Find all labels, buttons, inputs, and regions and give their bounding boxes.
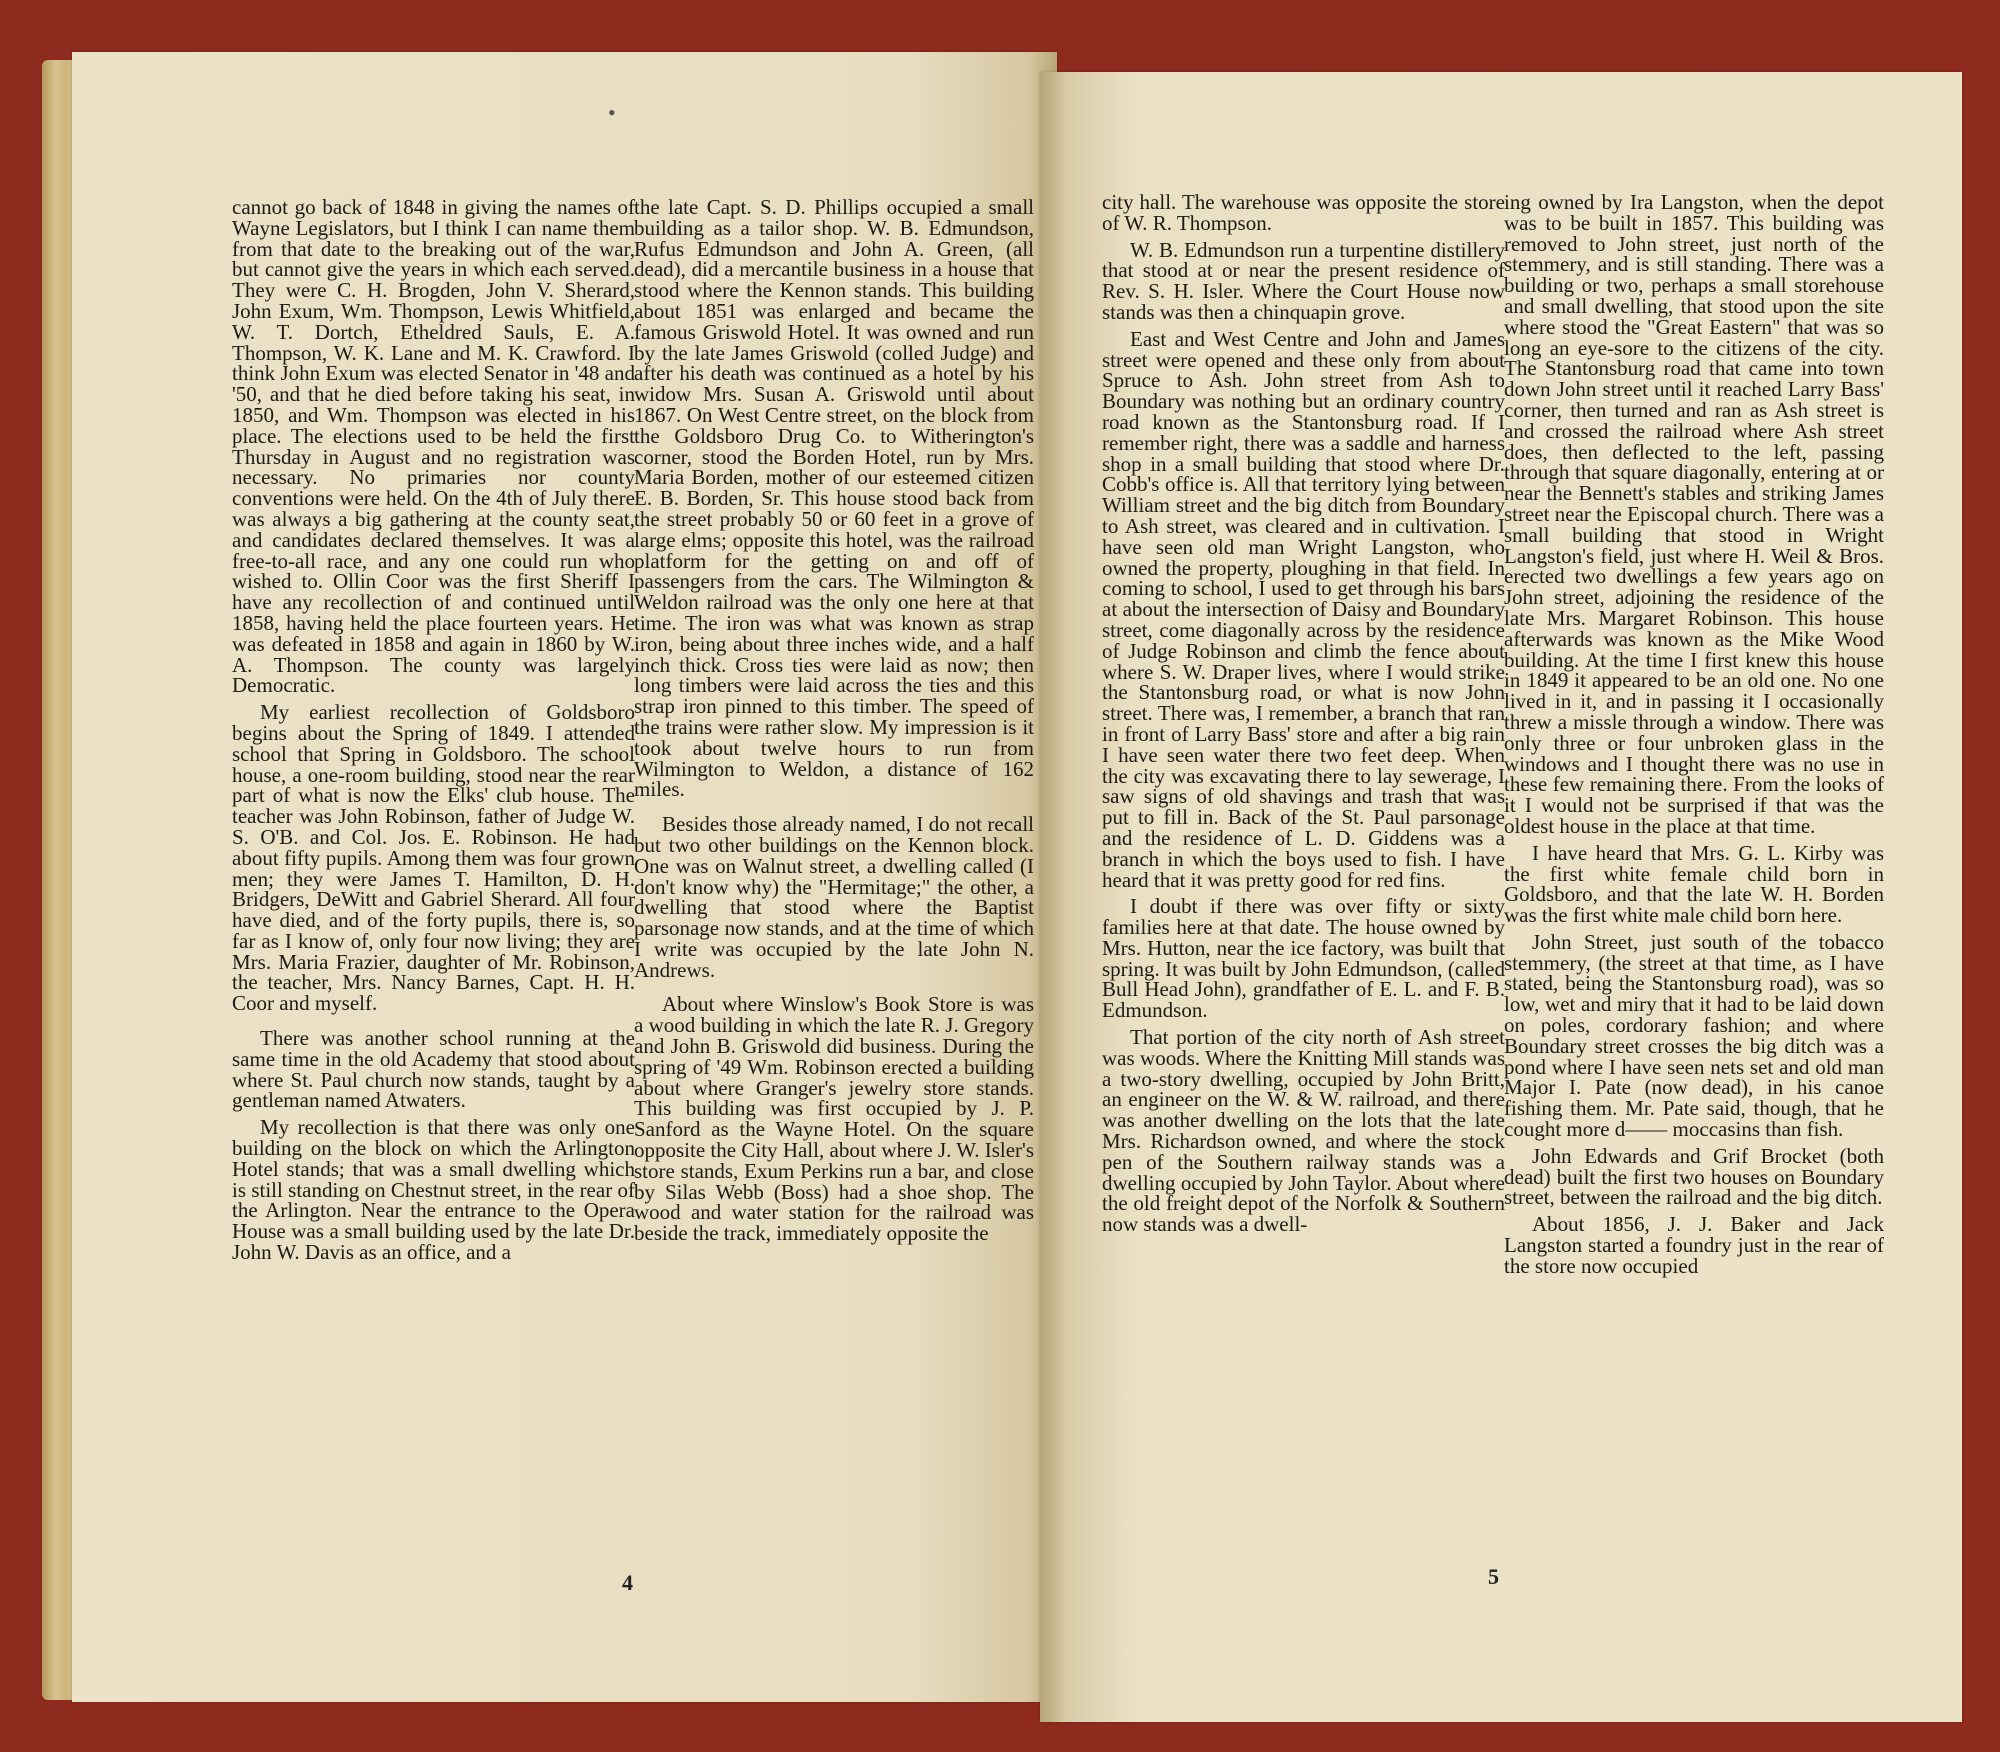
paragraph: About 1856, J. J. Baker and Jack Langston started a foundry just in the rear of the store now occupied bbox=[1504, 1212, 1884, 1278]
paragraph: Besides those already named, I do not recall but two other buildings on the Kennon block. One was on Walnut street, a dwelling called (I don't know why) the "Hermitage;" the other, a dwelling that stood where the Baptist parsonage now stands, and at the time of which I write was occupied by the late John N. Andrews. bbox=[634, 812, 1034, 982]
page-number: 5 bbox=[1488, 1564, 1499, 1589]
paragraph: John Edwards and Grif Brocket (both dead) built the first two houses on Boundary street, between the railroad and the big ditch. bbox=[1504, 1143, 1884, 1210]
paragraph: There was another school running at the same time in the old Academy that stood about where St. Paul church now stands, taught by a gentleman named Atwaters. bbox=[232, 1026, 635, 1113]
left-page bbox=[72, 52, 1057, 1702]
paragraph: That portion of the city north of Ash street was woods. Where the Knitting Mill stands was a two-story dwelling, occupied by John Britt, an engineer on the W. & W. railroad, and there was another dwelling on the lots that the late Mrs. Richardson owned, and where the stock pen of the Southern railway stands was a dwelling occupied by John Taylor. About where the old freight depot of the Norfolk & Southern now stands was a dwell- bbox=[1102, 1025, 1505, 1237]
open-book bbox=[42, 52, 1962, 1722]
right-page bbox=[1040, 72, 1962, 1722]
paragraph: I have heard that Mrs. G. L. Kirby was the first white female child born in Goldsboro, and that the late W. H. Borden was the first white male child born here. bbox=[1504, 840, 1884, 928]
page-number: 4 bbox=[622, 1570, 633, 1595]
paragraph: W. B. Edmundson run a turpentine distillery that stood at or near the present residence of Rev. S. H. Isler. Where the Court House now stands was then a chinquapin grove. bbox=[1102, 237, 1505, 324]
paragraph: John Street, just south of the tobacco stemmery, (the street at that time, as I have stated, being the Stantonsburg road), was so low, wet and miry that it had to be laid down on poles, cordorary fashion; and where Boundary street crosses the big ditch was a pond where I have seen nets set and old man Major I. Pate (now dead), in his canoe fishing them. Mr. Pate said, though, that he cought more d—— moccasins than fish. bbox=[1504, 929, 1884, 1142]
page-mark: • bbox=[608, 100, 616, 125]
paragraph: the late Capt. S. D. Phillips occupied a small building as a tailor shop. W. B. Edmundson, Rufus Edmundson and John A. Green, (all dead), did a mercantile business in a house that stood where the Kennon stands. This building about 1851 was enlarged and became the famous Griswold Hotel. It was owned and run by the late James Griswold (colled Judge) and after his death was continued as a hotel by his widow Mrs. Susan A. Griswold until about 1867. On West Centre street, on the block from the Goldsboro Drug Co. to Witherington's corner, stood the Borden Hotel, run by Mrs. Maria Borden, mother of our esteemed citizen E. B. Borden, Sr. This house stood back from the street probably 50 or 60 feet in a grove of large elms; opposite this hotel, was the railroad platform for the getting on and off of passengers from the cars. The Wilmington & Weldon railroad was the only one here at that time. The iron was what was known as strap iron, being about three inches wide, and a half inch thick. Cross ties were laid as now; then long timbers were laid across the ties and this strap iron pinned to this timber. The speed of the trains were rather slow. My impression is it took about twelve hours to run from Wilmington to Weldon, a distance of 162 miles. bbox=[634, 197, 1034, 802]
paragraph: city hall. The warehouse was opposite the store of W. R. Thompson. bbox=[1102, 192, 1505, 235]
left-column-2 bbox=[634, 197, 1034, 1617]
left-column-1 bbox=[232, 197, 635, 1617]
paragraph: East and West Centre and John and James street were opened and these only from about Spruce to Ash. John street from Ash to Boundary was nothing but an ordinary country road known as the Stantonsburg road. If I remember right, there was a saddle and harness shop in a small building that stood where Dr. Cobb's office is. All that territory lying between William street and the big ditch from Boundary to Ash street, was cleared and in cultivation. I have seen old man Wright Langston, who owned the property, ploughing in that field. In coming to school, I used to get through his bars at about the intersection of Daisy and Boundary street, come diagonally across by the residence of Judge Robinson and climb the fence about where S. W. Draper lives, where I would strike the Stantonsburg road, or what is now John street. There was, I remember, a branch that ran in front of Larry Bass' store and after a big rain I have seen water there two feet deep. When the city was excavating there to lay sewerage, I saw signs of old shavings and trash that was put to fill in. Back of the St. Paul parsonage and the residence of L. D. Giddens was a branch in which the boys used to fish. I have heard that it was pretty good for red fins. bbox=[1102, 326, 1505, 892]
right-column-1 bbox=[1102, 192, 1505, 1622]
paragraph: My recollection is that there was only one building on the block on which the Arlington Hotel stands; that was a small dwelling which is still standing on Chestnut street, in the rear of the Arlington. Near the entrance to the Opera House was a small building used by the late Dr. John W. Davis as an office, and a bbox=[232, 1115, 635, 1265]
right-column-2 bbox=[1504, 192, 1884, 1622]
paragraph: About where Winslow's Book Store is was a wood building in which the late R. J. Gregory and John B. Griswold did business. During the spring of '49 Wm. Robinson erected a building about where Granger's jewelry store stands. This building was first occupied by J. P. Sanford as the Wayne Hotel. On the square opposite the City Hall, about where J. W. Isler's store stands, Exum Perkins run a bar, and close by Silas Webb (Boss) had a shoe shop. The wood and water station for the railroad was beside the track, immediately opposite the bbox=[634, 992, 1034, 1246]
paragraph: cannot go back of 1848 in giving the names of Wayne Legislators, but I think I can name them from that date to the breaking out of the war, but cannot give the years in which each served. They were C. H. Brogden, John V. Sherard, John Exum, Wm. Thompson, Lewis Whitfield, W. T. Dortch, Etheldred Sauls, E. A. Thompson, W. K. Lane and M. K. Crawford. I think John Exum was elected Senator in '48 and '50, and that he died before taking his seat, in 1850, and Wm. Thompson was elected in his place. The elections used to be held the first Thursday in August and no registration was necessary. No primaries nor county conventions were held. On the 4th of July there was always a big gathering at the county seat, and candidates declared themselves. It was a free-to-all race, and any one could run who wished to. Ollin Coor was the first Sheriff I have any recollection of and continued until 1858, having held the place fourteen years. He was defeated in 1858 and again in 1860 by W. A. Thompson. The county was largely Democratic. bbox=[232, 197, 635, 698]
paragraph: My earliest recollection of Goldsboro begins about the Spring of 1849. I attended school that Spring in Goldsboro. The school house, a one-room building, stood near the rear part of what is now the Elks' club house. The teacher was John Robinson, father of Judge W. S. O'B. and Col. Jos. E. Robinson. He had about fifty pupils. Among them was four grown men; they were James T. Hamilton, D. H. Bridgers, DeWitt and Gabriel Sherard. All four have died, and of the forty pupils, there is, so far as I know of, only four now living; they are Mrs. Maria Frazier, daughter of Mr. Robinson, the teacher, Mrs. Nancy Barnes, Capt. H. H. Coor and myself. bbox=[232, 700, 635, 1016]
paragraph: ing owned by Ira Langston, when the depot was to be built in 1857. This building was removed to John street, just north of the stemmery, and is still standing. There was a building or two, perhaps a small storehouse and small dwelling, that stood upon the site where stood the "Great Eastern" that was so long an eye-sore to the citizens of the city. The Stantonsburg road that came into town down John street until it reached Larry Bass' corner, then turned and ran as Ash street is and crossed the railroad where Ash street does, then deflected to the left, passing through that square diagonally, entering at or near the Bennett's stables and striking James street near the Episcopal church. There was a small building that stood in Wright Langston's field, just where H. Weil & Bros. erected two dwellings a few years ago on John street, adjoining the residence of the late Mrs. Margaret Robinson. This house afterwards was known as the Mike Wood building. At the time I first knew this house in 1849 it appeared to be an old one. No one lived in it, and in passing it I occasionally threw a missle through a window. There was only three or four unbroken glass in the windows and I thought there was no use in these few remaining there. From the looks of it I would not be surprised if that was the oldest house in the place at that time. bbox=[1504, 192, 1884, 838]
paragraph: I doubt if there was over fifty or sixty families here at that date. The house owned by Mrs. Hutton, near the ice factory, was built that spring. It was built by John Edmundson, (called Bull Head John), grandfather of E. L. and F. B. Edmundson. bbox=[1102, 894, 1505, 1023]
